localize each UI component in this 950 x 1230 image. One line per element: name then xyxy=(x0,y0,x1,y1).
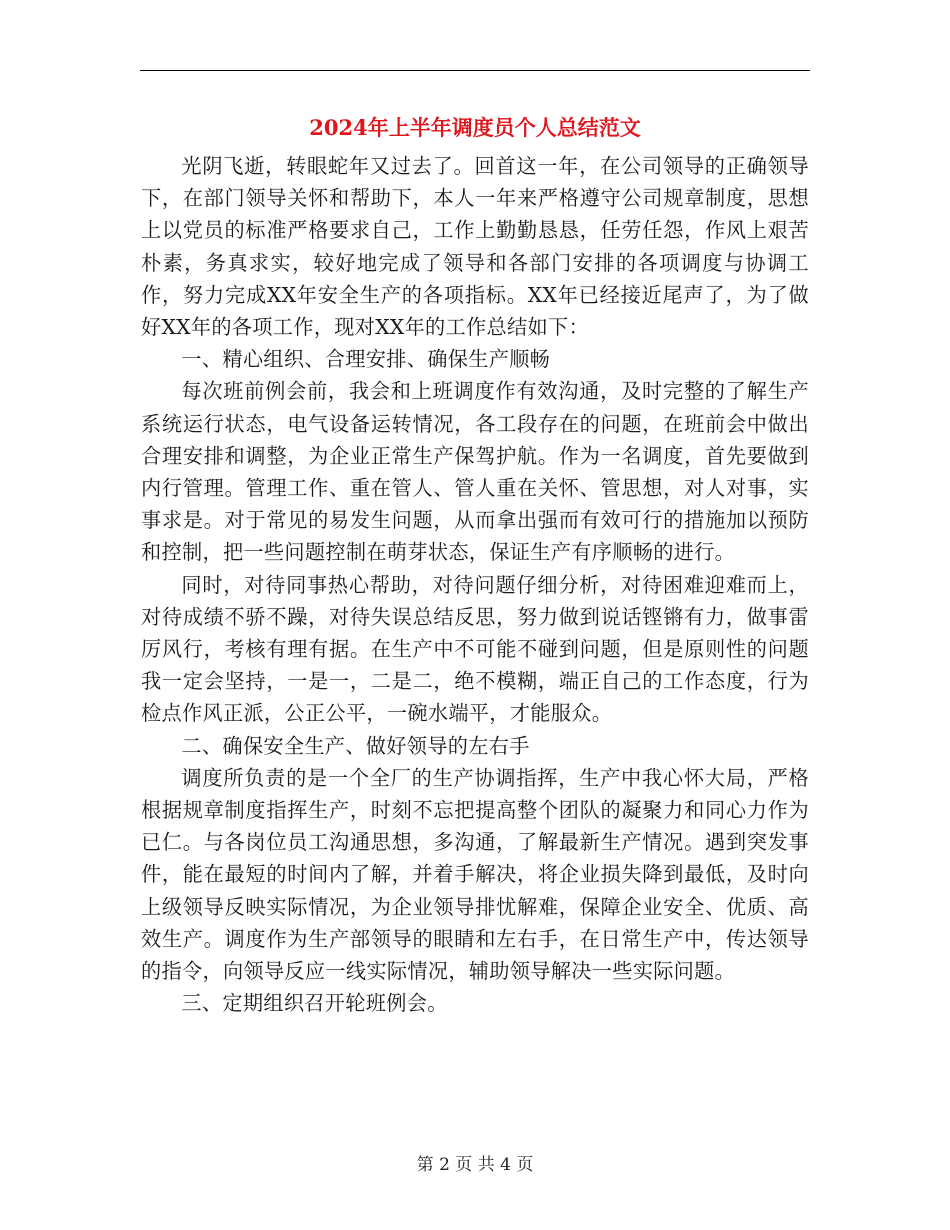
paragraph-section-1a: 每次班前例会前，我会和上班调度作有效沟通，及时完整的了解生产系统运行状态，电气设备运转情况，各工段存在的问题，在班前会中做出合理安排和调整，为企业正常生产保驾护航。作为一名调度，首先要做到内行管理。管理工作、重在管人、管人重在关怀、管思想，对人对事，实事求是。对于常见的易发生问题，从而拿出强而有效可行的措施加以预防和控制，把一些问题控制在萌芽状态，保证生产有序顺畅的进行。 xyxy=(141,379,809,565)
section-heading-3: 三、定期组织召开轮班例会。 xyxy=(181,991,448,1016)
header-rule xyxy=(140,70,810,71)
paragraph-section-1b: 同时，对待同事热心帮助，对待问题仔细分析，对待困难迎难而上，对待成绩不骄不躁，对待失误总结反思，努力做到说话铿锵有力，做事雷厉风行，考核有理有据。在生产中不可能不碰到问题，但是原则性的问题我一定会坚持，一是一，二是二，绝不模糊，端正自己的工作态度，行为检点作风正派，公正公平，一碗水端平，才能服众。 xyxy=(141,572,809,726)
document-title: 2024年上半年调度员个人总结范文 xyxy=(309,115,641,140)
document-body xyxy=(141,150,809,1019)
section-heading-2: 二、确保安全生产、做好领导的左右手 xyxy=(181,733,530,758)
page-footer: 第 2 页 共 4 页 xyxy=(416,1155,534,1175)
paragraph-intro: 光阴飞逝，转眼蛇年又过去了。回首这一年，在公司领导的正确领导下，在部门领导关怀和帮助下，本人一年来严格遵守公司规章制度，思想上以党员的标准严格要求自己，工作上勤勤恳恳，任劳任怨，作风上艰苦朴素，务真求实，较好地完成了领导和各部门安排的各项调度与协调工作，努力完成XX年安全生产的各项指标。XX年已经接近尾声了，为了做好XX年的各项工作，现对XX年的工作总结如下： xyxy=(141,154,809,340)
paragraph-section-2: 调度所负责的是一个全厂的生产协调指挥，生产中我心怀大局，严格根据规章制度指挥生产，时刻不忘把提高整个团队的凝聚力和同心力作为已仁。与各岗位员工沟通思想，多沟通，了解最新生产情况。遇到突发事件，能在最短的时间内了解，并着手解决，将企业损失降到最低，及时向上级领导反映实际情况，为企业领导排忧解难，保障企业安全、优质、高效生产。调度作为生产部领导的眼睛和左右手，在日常生产中，传达领导的指令，向领导反应一线实际情况，辅助领导解决一些实际问题。 xyxy=(141,765,809,984)
section-heading-1: 一、精心组织、合理安排、确保生产顺畅 xyxy=(181,347,551,372)
